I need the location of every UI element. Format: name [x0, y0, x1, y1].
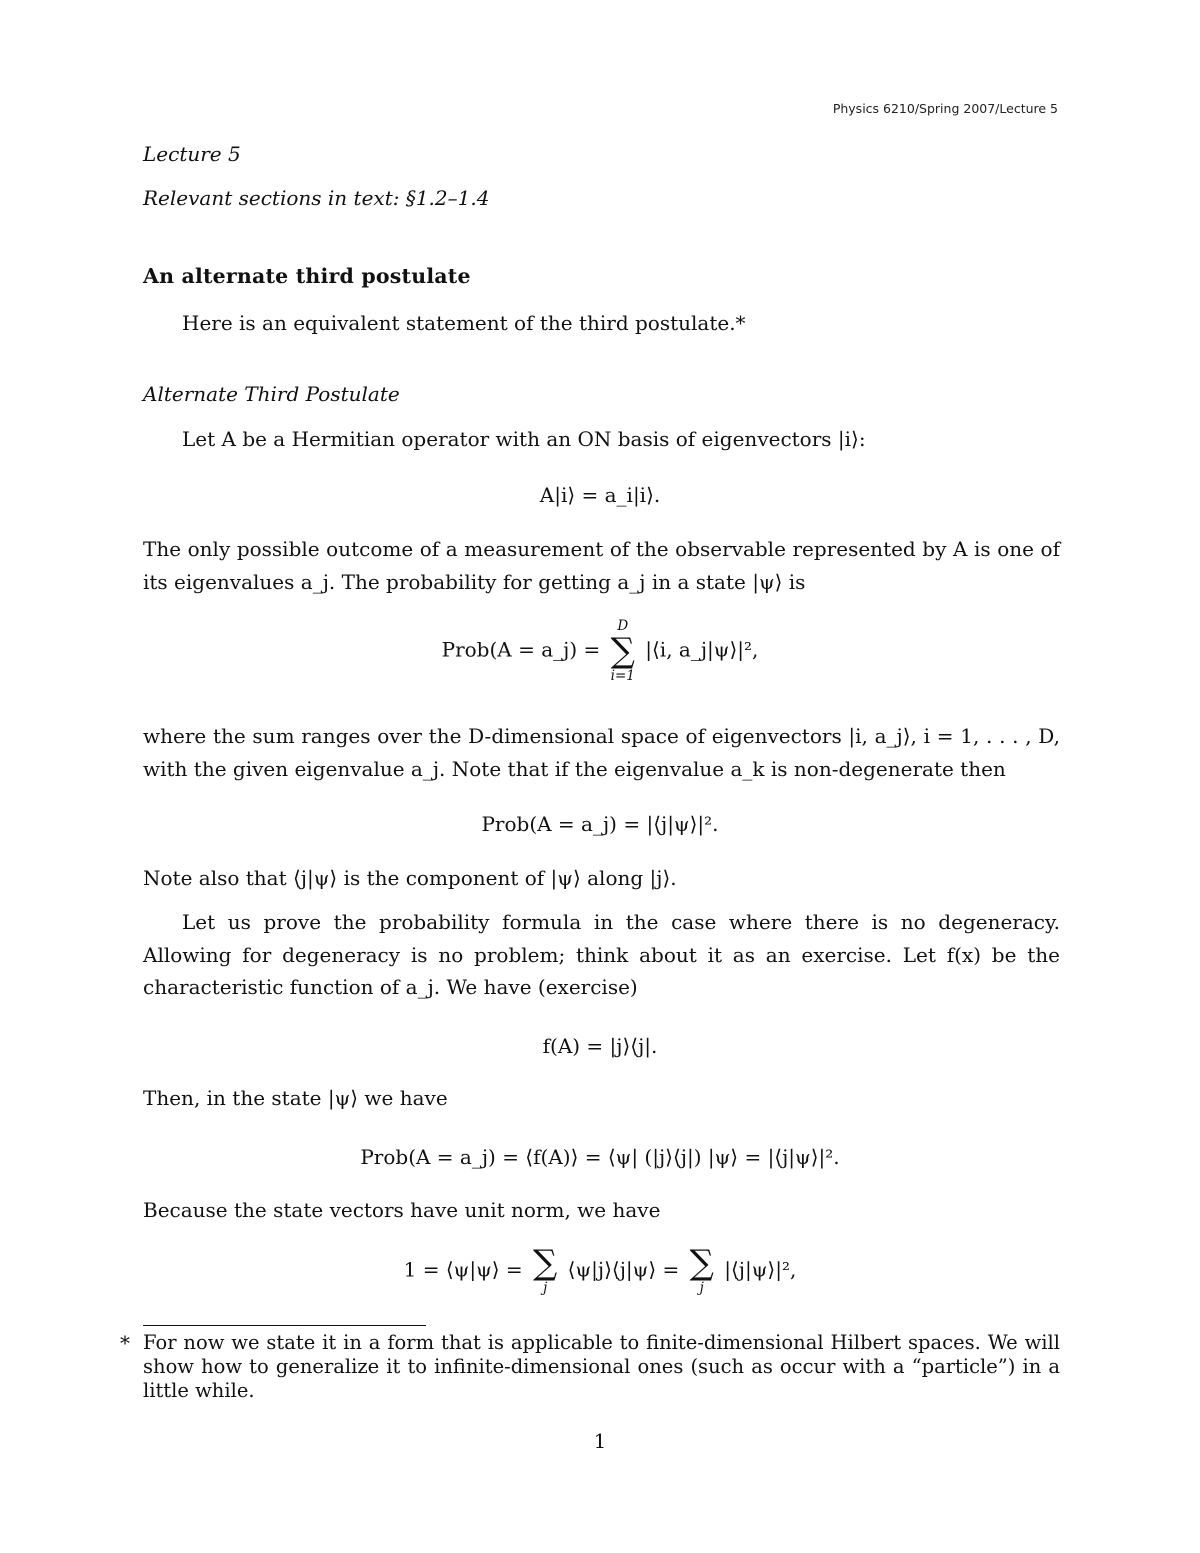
sigma-glyph: ∑: [533, 1243, 558, 1283]
eq6-part2: ⟨ψ|j⟩⟨j|ψ⟩ =: [567, 1257, 680, 1282]
eq6-part1: 1 = ⟨ψ|ψ⟩ =: [403, 1257, 523, 1282]
sum-upper-limit: D: [617, 618, 629, 634]
postulate-line: Let A be a Hermitian operator with an ON basis of eigenvectors |i⟩:: [182, 427, 866, 451]
footnote-rule: [143, 1325, 426, 1326]
subheading: Alternate Third Postulate: [143, 382, 400, 406]
footnote-text: For now we state it in a form that is applicable to finite-dimensional Hilbert spaces. We will show how to generalize it to infinite-dimensional ones (such as occur with a “particle”) in a little while.: [143, 1331, 1060, 1402]
section-title: An alternate third postulate: [143, 264, 471, 288]
equation-eigenvalue: A|i⟩ = a_i|i⟩.: [539, 483, 661, 507]
intro-sentence: Here is an equivalent statement of the third postulate.*: [182, 311, 746, 335]
paragraph-because: Because the state vectors have unit norm, we have: [143, 1198, 661, 1222]
page-number: 1: [593, 1429, 607, 1453]
lecture-label: Lecture 5: [143, 142, 241, 166]
equation-normalization: [0, 1243, 1200, 1296]
equation-expectation: Prob(A = a_j) = ⟨f(A)⟩ = ⟨ψ| (|j⟩⟨j|) |ψ⟩ = |⟨j|ψ⟩|².: [360, 1145, 840, 1169]
summation-symbol: [611, 618, 635, 684]
eq2-rhs: |⟨i, a_j|ψ⟩|²,: [645, 637, 759, 662]
eq2-lhs: Prob(A = a_j) =: [441, 637, 601, 662]
paragraph-where: where the sum ranges over the D-dimensional space of eigenvectors |i, a_j⟩, i = 1, . . . , D, with the given eigenvalue a_j. Note that if the eigenvalue a_k is non-degenerate then: [143, 724, 1060, 781]
running-head: Physics 6210/Spring 2007/Lecture 5: [832, 101, 1058, 116]
summation-symbol-2: [689, 1243, 714, 1296]
equation-characteristic: f(A) = |j⟩⟨j|.: [542, 1034, 658, 1058]
equation-probability-sum: [0, 618, 1200, 684]
paragraph-note: Note also that ⟨j|ψ⟩ is the component of |ψ⟩ along |j⟩.: [143, 866, 677, 890]
eq6-part3: |⟨j|ψ⟩|²,: [724, 1257, 797, 1282]
sigma-glyph: ∑: [689, 1243, 714, 1283]
relevant-sections: Relevant sections in text: §1.2–1.4: [143, 186, 490, 210]
sum1-lower-limit: j: [543, 1280, 548, 1296]
paragraph-proof: Let us prove the probability formula in the case where there is no degeneracy. Allowing for degeneracy is no problem; think about it as an exercise. Let f(x) be the characteristic function of a_j. We have (exercise): [143, 910, 1060, 999]
sum-lower-limit: i=1: [610, 668, 635, 684]
equation-nondegenerate: Prob(A = a_j) = |⟨j|ψ⟩|².: [481, 812, 719, 836]
summation-symbol-1: [533, 1243, 558, 1296]
sigma-glyph: ∑: [610, 631, 635, 671]
paragraph-outcome: The only possible outcome of a measurement of the observable represented by A is one of its eigenvalues a_j. The probability for getting a_j in a state |ψ⟩ is: [143, 537, 1060, 594]
footnote-mark: *: [120, 1331, 130, 1355]
sum2-lower-limit: j: [699, 1280, 704, 1296]
paragraph-then: Then, in the state |ψ⟩ we have: [143, 1086, 448, 1110]
